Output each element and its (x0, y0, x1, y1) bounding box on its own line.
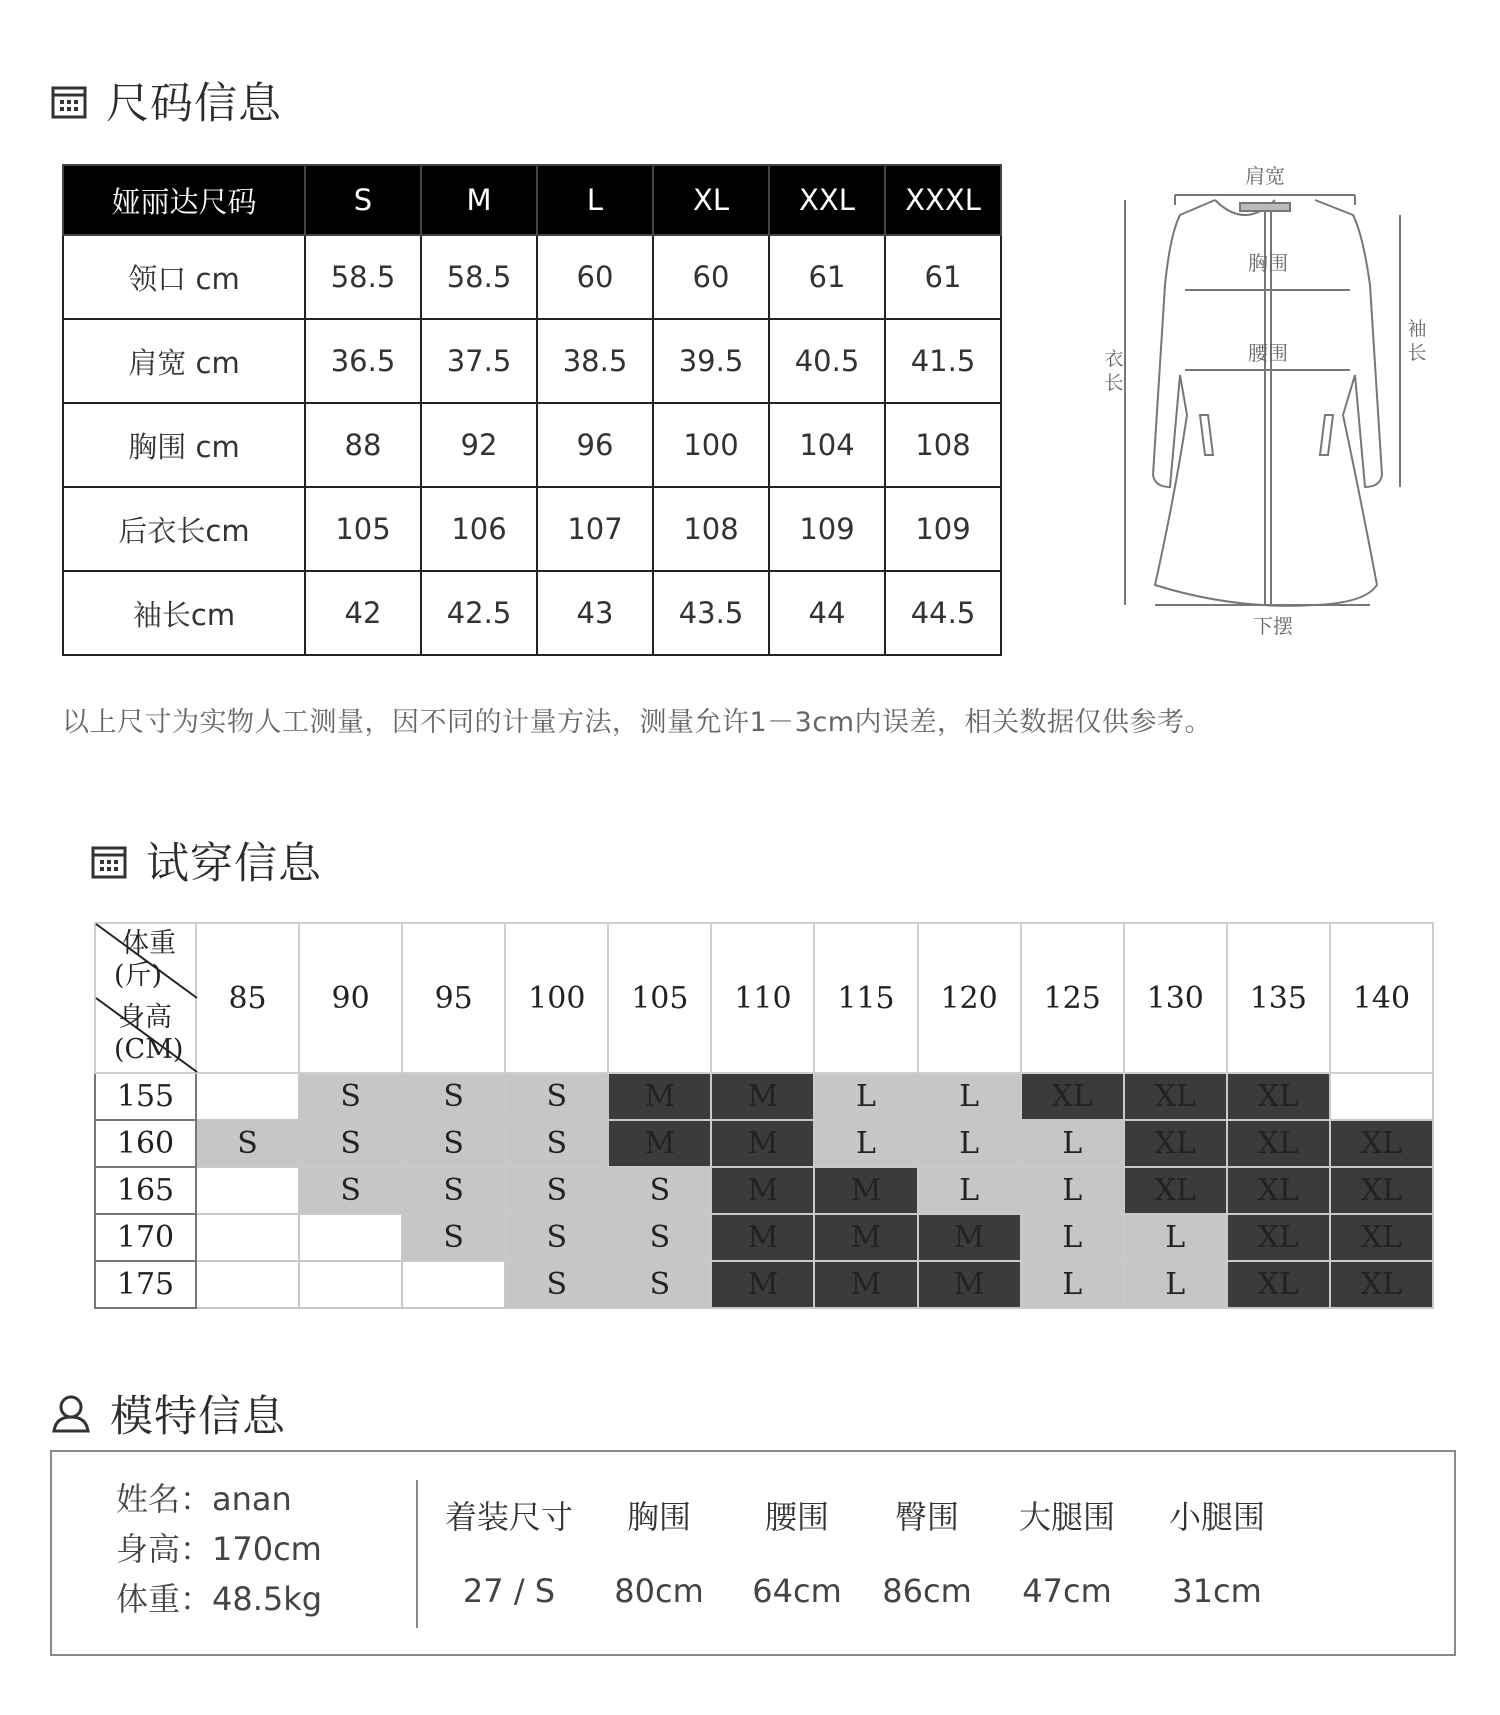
fit-table-row (95, 1073, 1433, 1120)
size-table (62, 164, 1002, 656)
size-cell: M (608, 1073, 711, 1120)
size-cell: S (505, 1167, 608, 1214)
size-cell: M (814, 1261, 917, 1308)
size-cell: XL (1227, 1261, 1330, 1308)
size-cell: S (299, 1073, 402, 1120)
diagram-label-waist: 腰围 (1248, 341, 1288, 365)
height-cell: 155 (95, 1073, 196, 1120)
size-cell: S (402, 1120, 505, 1167)
size-cell: S (402, 1073, 505, 1120)
weight-header-cell: 130 (1124, 923, 1227, 1073)
size-cell (299, 1214, 402, 1261)
table-cell: 109 (769, 487, 885, 571)
table-cell: 104 (769, 403, 885, 487)
size-cell: M (918, 1214, 1021, 1261)
weight-header-cell: 85 (196, 923, 299, 1073)
header-cell: XXL (769, 165, 885, 235)
table-cell: 106 (421, 487, 537, 571)
table-cell: 42.5 (421, 571, 537, 655)
model-name: 姓名：anan (116, 1480, 292, 1518)
diagram-label-sleeve: 袖长 (1407, 318, 1427, 364)
height-cell: 160 (95, 1120, 196, 1167)
size-note: 以上尺寸为实物人工测量，因不同的计量方法，测量允许1－3cm内误差，相关数据仅供参考。 (62, 707, 1213, 738)
size-cell: XL (1330, 1214, 1433, 1261)
size-cell: L (1021, 1167, 1124, 1214)
size-cell: M (711, 1214, 814, 1261)
size-table-header (63, 165, 1001, 235)
measurement-label: 小腿围 (1168, 1498, 1265, 1536)
table-cell: 43 (537, 571, 653, 655)
size-cell: S (299, 1167, 402, 1214)
table-cell: 44.5 (885, 571, 1001, 655)
size-cell: XL (1330, 1261, 1433, 1308)
table-cell: 42 (305, 571, 421, 655)
row-label: 袖长cm (63, 571, 305, 655)
diagram-label-hem: 下摆 (1253, 614, 1293, 638)
size-cell: L (918, 1073, 1021, 1120)
diagram-label-length: 衣长 (1104, 348, 1124, 394)
size-cell: M (711, 1261, 814, 1308)
measurement-value: 27 / S (462, 1572, 556, 1610)
user-icon (50, 1393, 92, 1435)
table-cell: 92 (421, 403, 537, 487)
size-cell: S (402, 1167, 505, 1214)
fit-table-row (95, 1214, 1433, 1261)
table-cell: 96 (537, 403, 653, 487)
table-cell: 100 (653, 403, 769, 487)
corner-cell (95, 923, 196, 1073)
height-cell: 170 (95, 1214, 196, 1261)
size-cell: M (814, 1167, 917, 1214)
fit-table (94, 922, 1434, 1309)
table-cell: 38.5 (537, 319, 653, 403)
header-cell: XXXL (885, 165, 1001, 235)
size-cell (1330, 1073, 1433, 1120)
garment-diagram (1104, 164, 1435, 645)
size-cell: XL (1124, 1120, 1227, 1167)
measurement-label: 胸围 (626, 1498, 691, 1536)
table-cell: 41.5 (885, 319, 1001, 403)
row-label: 肩宽 cm (63, 319, 305, 403)
model-height: 身高：170cm (116, 1530, 322, 1568)
row-label: 领口 cm (63, 235, 305, 319)
table-cell: 39.5 (653, 319, 769, 403)
measurement-label: 大腿围 (1018, 1498, 1115, 1536)
size-cell (196, 1261, 299, 1308)
fit-section-title (90, 830, 322, 891)
size-cell: L (1124, 1214, 1227, 1261)
section-heading: 模特信息 (110, 1392, 286, 1442)
weight-header-cell: 120 (918, 923, 1021, 1073)
fit-table-row (95, 1167, 1433, 1214)
weight-header-cell: 105 (608, 923, 711, 1073)
table-cell: 108 (653, 487, 769, 571)
model-info-box (50, 1450, 1456, 1656)
size-table-row (63, 403, 1001, 487)
size-cell: L (1021, 1120, 1124, 1167)
size-cell: L (1021, 1214, 1124, 1261)
diagram-label-chest: 胸围 (1248, 251, 1288, 275)
size-cell (402, 1261, 505, 1308)
fit-table-header (95, 923, 1433, 1073)
size-cell (299, 1261, 402, 1308)
divider (416, 1480, 418, 1628)
weight-header-cell: 100 (505, 923, 608, 1073)
table-cell: 88 (305, 403, 421, 487)
size-cell: S (505, 1214, 608, 1261)
weight-header-cell: 90 (299, 923, 402, 1073)
size-cell (196, 1167, 299, 1214)
table-cell: 40.5 (769, 319, 885, 403)
fit-table-row (95, 1261, 1433, 1308)
measurement-value: 80cm (614, 1572, 704, 1610)
table-cell: 105 (305, 487, 421, 571)
measurement-item (1132, 1492, 1302, 1610)
table-cell: 60 (653, 235, 769, 319)
size-cell: L (1021, 1261, 1124, 1308)
size-table-row (63, 487, 1001, 571)
size-cell: XL (1330, 1120, 1433, 1167)
corner-height-unit: (CM) (114, 1034, 184, 1065)
calendar-icon (50, 82, 88, 120)
measurement-value: 64cm (752, 1572, 842, 1610)
size-cell: L (814, 1120, 917, 1167)
table-cell: 60 (537, 235, 653, 319)
table-cell: 43.5 (653, 571, 769, 655)
height-cell: 165 (95, 1167, 196, 1214)
table-cell: 61 (885, 235, 1001, 319)
size-cell: XL (1227, 1073, 1330, 1120)
model-weight: 体重：48.5kg (116, 1580, 323, 1618)
size-cell: L (814, 1073, 917, 1120)
header-cell: M (421, 165, 537, 235)
size-cell: XL (1227, 1167, 1330, 1214)
size-cell (196, 1073, 299, 1120)
size-cell: S (608, 1214, 711, 1261)
size-cell: S (299, 1120, 402, 1167)
weight-header-cell: 140 (1330, 923, 1433, 1073)
size-table-row (63, 571, 1001, 655)
table-cell: 107 (537, 487, 653, 571)
size-cell: XL (1124, 1073, 1227, 1120)
calendar-icon (90, 842, 128, 880)
table-cell: 58.5 (421, 235, 537, 319)
size-section-title (50, 70, 282, 131)
size-cell: M (814, 1214, 917, 1261)
table-cell: 108 (885, 403, 1001, 487)
size-cell: M (608, 1120, 711, 1167)
size-table-row (63, 235, 1001, 319)
size-cell: L (918, 1120, 1021, 1167)
size-cell: XL (1227, 1120, 1330, 1167)
row-label: 胸围 cm (63, 403, 305, 487)
measurement-value: 31cm (1172, 1572, 1262, 1610)
size-cell: M (711, 1120, 814, 1167)
size-table-row (63, 319, 1001, 403)
measurement-item (982, 1492, 1152, 1610)
weight-header-cell: 110 (711, 923, 814, 1073)
size-cell: M (711, 1073, 814, 1120)
size-cell: S (505, 1261, 608, 1308)
header-cell: S (305, 165, 421, 235)
fit-table-row (95, 1120, 1433, 1167)
size-cell: L (918, 1167, 1021, 1214)
height-cell: 175 (95, 1261, 196, 1308)
size-cell: XL (1330, 1167, 1433, 1214)
section-heading: 尺码信息 (106, 79, 282, 129)
size-cell: XL (1227, 1214, 1330, 1261)
measurement-label: 腰围 (764, 1498, 829, 1536)
header-cell: L (537, 165, 653, 235)
corner-height: 身高 (118, 1002, 172, 1033)
table-cell: 37.5 (421, 319, 537, 403)
size-cell: S (402, 1214, 505, 1261)
measurement-item (424, 1492, 594, 1610)
size-cell: XL (1124, 1167, 1227, 1214)
size-cell: S (608, 1261, 711, 1308)
table-cell: 58.5 (305, 235, 421, 319)
size-cell: XL (1021, 1073, 1124, 1120)
size-cell: S (505, 1120, 608, 1167)
size-cell: L (1124, 1261, 1227, 1308)
table-cell: 44 (769, 571, 885, 655)
table-cell: 61 (769, 235, 885, 319)
weight-header-cell: 125 (1021, 923, 1124, 1073)
corner-weight: 体重 (122, 928, 176, 959)
weight-header-cell: 95 (402, 923, 505, 1073)
table-cell: 109 (885, 487, 1001, 571)
section-heading: 试穿信息 (146, 839, 322, 889)
diagram-label-shoulder: 肩宽 (1245, 164, 1285, 188)
measurement-value: 47cm (1022, 1572, 1112, 1610)
size-cell: M (918, 1261, 1021, 1308)
measurement-label: 臀围 (894, 1498, 959, 1536)
weight-header-cell: 135 (1227, 923, 1330, 1073)
size-cell: M (711, 1167, 814, 1214)
table-cell: 36.5 (305, 319, 421, 403)
size-cell (196, 1214, 299, 1261)
size-cell: S (196, 1120, 299, 1167)
measurement-value: 86cm (882, 1572, 972, 1610)
measurement-label: 着装尺寸 (444, 1498, 573, 1536)
weight-header-cell: 115 (814, 923, 917, 1073)
header-cell: XL (653, 165, 769, 235)
model-section-title (50, 1383, 286, 1444)
header-cell: 娅丽达尺码 (63, 165, 305, 235)
size-cell: S (608, 1167, 711, 1214)
size-cell: S (505, 1073, 608, 1120)
row-label: 后衣长cm (63, 487, 305, 571)
corner-weight-unit: (斤) (114, 960, 163, 991)
